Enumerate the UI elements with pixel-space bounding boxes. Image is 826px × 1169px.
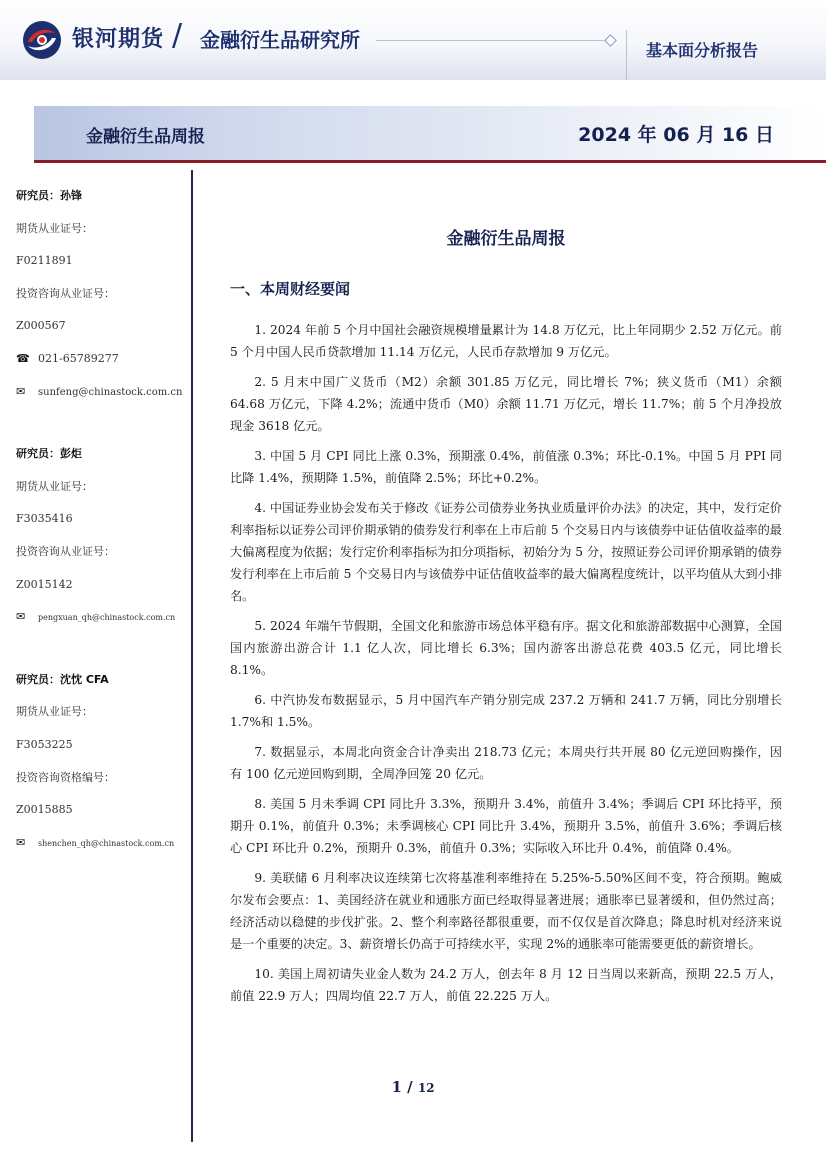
company-logo-text: 银河期货 <box>72 27 165 52</box>
section-heading: 一、本周财经要闻 <box>230 280 351 298</box>
news-item: 10. 美国上周初请失业金人数为 24.2 万人，创去年 8 月 12 日当周以来新高，预期 22.5 万人，前值 22.9 万人；四周均值 22.7 万人，前值 22.225 万人。 <box>230 967 782 1003</box>
invest-license-id: Z0015142 <box>16 577 73 591</box>
futures-license-id: F0211891 <box>16 254 73 268</box>
report-date: 2024 年 06 月 16 日 <box>578 124 774 146</box>
header-band <box>0 0 826 80</box>
page-separator: / <box>407 1078 413 1096</box>
futures-license-label: 期货从业证号： <box>16 221 93 235</box>
envelope-icon: ✉ <box>16 610 26 624</box>
news-item: 5. 2024 年端午节假期，全国文化和旅游市场总体平稳有序。据文化和旅游部数据中心测算，全国国内旅游出游合计 1.1 亿人次，同比增长 6.3%；国内游客出游总花费 403.5 亿元，同比增长 8.1%。 <box>230 618 782 677</box>
analyst-sidebar <box>16 186 188 865</box>
news-item: 2. 5 月末中国广义货币（M2）余额 301.85 万亿元，同比增长 7%；狭义货币（M1）余额 64.68 万亿元，下降 4.2%；流通中货币（M0）余额 11.71 万亿元，增长 11.7%；前 5 个月净投放现金 3618 亿元。 <box>230 375 782 433</box>
institute-name: 金融衍生品研究所 <box>200 28 360 52</box>
galaxy-logo-icon <box>22 20 62 60</box>
news-list <box>230 320 782 1016</box>
current-page: 1 <box>391 1078 402 1096</box>
news-item: 7. 数据显示，本周北向资金合计净卖出 218.73 亿元；本周央行共开展 80 亿元逆回购操作，因有 100 亿元逆回购到期，全周净回笼 20 亿元。 <box>230 745 782 781</box>
invest-license-label: 投资咨询资格编号： <box>16 770 115 784</box>
analyst-block <box>16 186 188 414</box>
header-slash: / <box>172 18 183 53</box>
email-row <box>16 382 188 415</box>
news-item: 6. 中汽协发布数据显示，5 月中国汽车产销分别完成 237.2 万辆和 241.7 万辆，同比分别增长 1.7%和 1.5%。 <box>230 692 782 729</box>
email-link[interactable]: sunfeng@chinastock.com.cn <box>38 386 183 398</box>
phone-number: 021-65789277 <box>38 351 119 365</box>
report-title-bar <box>34 106 826 163</box>
analyst-name: 研究员：彭炬 <box>16 447 82 461</box>
futures-license-id: F3035416 <box>16 512 73 526</box>
envelope-icon: ✉ <box>16 384 26 398</box>
futures-license-label: 期货从业证号： <box>16 705 93 719</box>
envelope-icon: ✉ <box>16 835 26 849</box>
header-divider <box>626 30 627 80</box>
news-item: 9. 美联储 6 月利率决议连续第七次将基准利率维持在 5.25%-5.50%区间不变，符合预期。鲍威尔发布会要点：1、美国经济在就业和通胀方面已经取得显著进展；通胀率已显著缓和，但仍然过高；经济活动以稳健的步伐扩张。2、整个利率路径都很重要，而不仅仅是首次降息；降息时机对经济来说是一个重要的决定。3、薪资增长仍高于可持续水平，实现 2%的通胀率可能需要更低的薪资增长。 <box>230 871 782 951</box>
news-item: 1. 2024 年前 5 个月中国社会融资规模增量累计为 14.8 万亿元，比上年同期少 2.52 万亿元。前 5 个月中国人民币贷款增加 11.14 万亿元，人民币存款增加 9 万亿元。 <box>230 323 782 359</box>
analyst-block <box>16 670 188 866</box>
report-type: 基本面分析报告 <box>646 41 759 60</box>
email-link[interactable]: shenchen_qh@chinastock.com.cn <box>38 838 175 848</box>
futures-license-id: F3053225 <box>16 737 73 751</box>
invest-license-id: Z0015885 <box>16 803 73 817</box>
total-pages: 12 <box>417 1081 435 1095</box>
futures-license-label: 期货从业证号： <box>16 479 93 493</box>
analyst-block <box>16 444 188 640</box>
email-link[interactable]: pengxuan_qh@chinastock.com.cn <box>38 613 176 623</box>
document-title: 金融衍生品周报 <box>446 229 566 249</box>
invest-license-label: 投资咨询从业证号： <box>16 286 115 300</box>
news-item: 8. 美国 5 月未季调 CPI 同比升 3.3%，预期升 3.4%，前值升 3.4%；季调后 CPI 环比持平，预期升 0.1%，前值升 0.3%；未季调核心 CPI 同比升 3.4%，预期升 3.5%，前值升 3.6%；季调后核心 CPI 环比升 0.2%，预期升 0.3%，前值升 0.3%；实际收入环比升 0.4%，前值降 0.4%。 <box>230 797 782 855</box>
phone-row <box>16 349 188 382</box>
sidebar-divider <box>191 170 193 1142</box>
email-row <box>16 833 188 866</box>
report-series-title: 金融衍生品周报 <box>86 127 205 147</box>
page-number <box>0 1078 826 1096</box>
diamond-icon <box>604 34 617 47</box>
header-decoration-line <box>376 40 612 41</box>
news-item: 4. 中国证券业协会发布关于修改《证券公司债券业务执业质量评价办法》的决定，其中，发行定价利率指标以证券公司评价期承销的债券发行利率在上市后前 5 个交易日内与该债券中证估值收益率的最大偏离程度为依据；发行定价利率指标为扣分项指标，初始分为 5 分，按照证券公司评价期承销的债券发行利率在上市后前 5 个交易日内与该债券中证估值收益率的最大偏离程度统计，以平均值从大到小排名。 <box>230 501 782 603</box>
analyst-name: 研究员：孙锋 <box>16 189 82 202</box>
email-row <box>16 607 188 640</box>
analyst-name: 研究员：沈忱 CFA <box>16 672 109 686</box>
invest-license-id: Z000567 <box>16 319 66 333</box>
invest-license-label: 投资咨询从业证号： <box>16 544 115 558</box>
news-item: 3. 中国 5 月 CPI 同比上涨 0.3%，预期涨 0.4%，前值涨 0.3%；环比-0.1%。中国 5 月 PPI 同比降 1.4%，预期降 1.5%，前值降 2.5%；环比+0.2%。 <box>230 449 782 485</box>
phone-icon: ☎ <box>16 351 30 365</box>
